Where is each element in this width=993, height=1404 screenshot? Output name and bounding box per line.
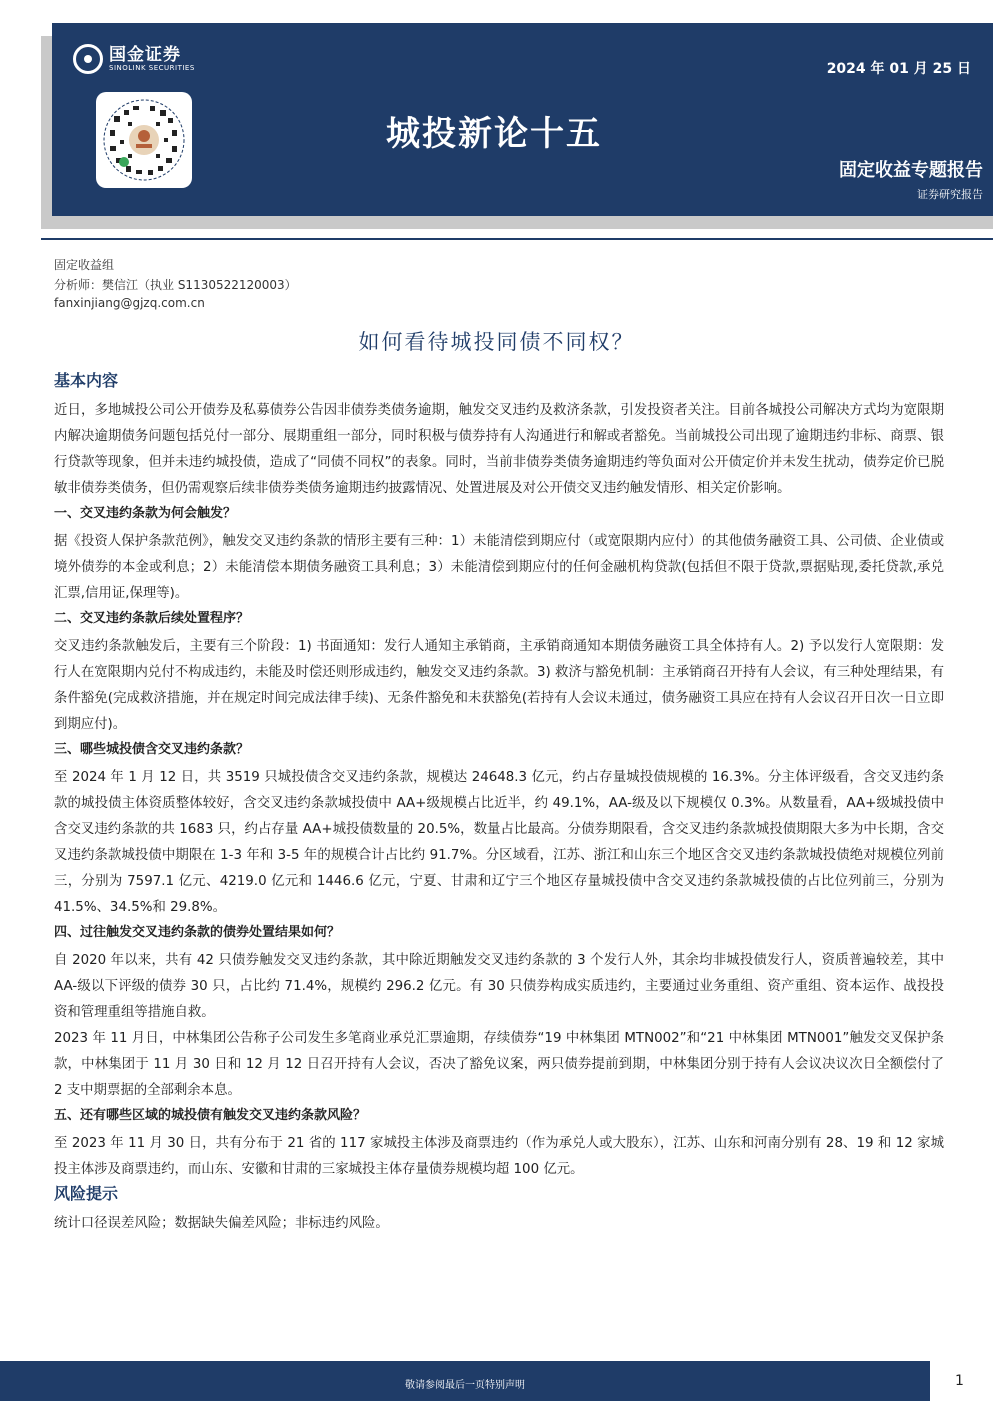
- risk-paragraph: 统计口径误差风险；数据缺失偏差风险；非标违约风险。: [54, 1216, 389, 1231]
- brand-logo: [73, 44, 195, 74]
- analyst-info: 分析师：樊信江（执业 S1130522120003）: [54, 278, 297, 292]
- report-subtitle: 如何看待城投同债不同权？: [358, 330, 635, 354]
- q3-heading: 三、哪些城投债含交叉违约条款？: [54, 742, 250, 757]
- q5-paragraph: 至 2023 年 11 月 30 日，共有分布于 21 省的 117 家城投主体涉及商票违约（作为承兑人或大股东），江苏、山东和河南分别有 28、19 和 12 家城投主体涉及商票违约，而山东、安徽和甘肃的三家城投主体存量债券规模均超 100 亿元。: [54, 1136, 944, 1177]
- logo-text: [109, 46, 195, 73]
- q4-paragraph-1: 自 2020 年以来，共有 42 只债券触发交叉违约条款，其中除近期触发交叉违约条款的 3 个发行人外，其余均非城投债发行人，资质普遍较差，其中 AA-级以下评级的债券 30 只，占比约 71.4%，规模约 296.2 亿元。有 30 只债券构成实质违约，主要通过业务重组、资产重组、资本运作、战投投资和管理重组等措施自救。: [54, 953, 944, 1020]
- q3-paragraph: 至 2024 年 1 月 12 日，共 3519 只城投债含交叉违约条款，规模达 24648.3 亿元，约占存量城投债规模的 16.3%。分主体评级看，含交叉违约条款的城投债主体资质整体较好，含交叉违约条款城投债中 AA+级规模占比近半，约 49.1%，AA-级及以下规模仅 0.3%。从数量看，AA+级城投债中含交叉违约条款的共 1683 只，约占存量 AA+城投债数量的 20.5%，数量占比最高。分债券期限看，含交叉违约条款城投债期限大多为中长期，含交叉违约条款城投债中期限在 1-3 年和 3-5 年的规模合计占比约 91.7%。分区域看，江苏、浙江和山东三个地区含交叉违约条款城投债绝对规模位列前三，分别为 7597.1 亿元、4219.0 亿元和 1446.6 亿元，宁夏、甘肃和辽宁三个地区存量城投债中含交叉违约条款城投债的占比位列前三，分别为 41.5%、34.5%和 29.8%。: [54, 770, 944, 915]
- q4-paragraph-2: 2023 年 11 月日，中林集团公告称子公司发生多笔商业承兑汇票逾期，存续债券“19 中林集团 MTN002”和“21 中林集团 MTN001”触发交叉保护条款，中林集团于 11 月 30 日和 12 月 12 日召开持有人会议，否决了豁免议案，两只债券提前到期，中林集团分别于持有人会议决议次日全额偿付了 2 支中期票据的全部剩余本息。: [54, 1031, 944, 1098]
- footer-disclaimer: 敬请参阅最后一页特别声明: [405, 1380, 525, 1391]
- logo-en: SINOLINK SECURITIES: [109, 63, 195, 72]
- report-subtype: 证券研究报告: [917, 188, 983, 201]
- intro-paragraph: 近日，多地城投公司公开债券及私募债券公告因非债券类债务逾期，触发交叉违约及救济条款，引发投资者关注。目前各城投公司解决方式均为宽限期内解决逾期债务问题包括兑付一部分、展期重组一部分，同时积极与债券持有人沟通进行和解或者豁免。当前城投公司出现了逾期违约非标、商票、银行贷款等现象，但并未违约城投债，造成了“同债不同权”的表象。同时，当前非债券类债务逾期违约等负面对公开债定价并未发生扰动，债券定价已脱敏非债券类债务，但仍需观察后续非债券类债务逾期违约披露情况、处置进展及对公开债交叉违约触发情形、相关定价影响。: [54, 403, 944, 496]
- q1-heading: 一、交叉违约条款为何会触发？: [54, 506, 237, 521]
- basic-content-heading: 基本内容: [54, 371, 119, 390]
- team-name: 固定收益组: [54, 258, 115, 272]
- qr-code-icon: [96, 92, 192, 188]
- header-rule: [41, 238, 993, 240]
- report-type: 固定收益专题报告: [839, 160, 983, 181]
- q1-paragraph: 据《投资人保护条款范例》，触发交叉违约条款的情形主要有三种：1）未能清偿到期应付（或宽限期内应付）的其他债务融资工具、公司债、企业债或境外债券的本金或利息；2）未能清偿本期债务融资工具利息；3）未能清偿到期应付的任何金融机构贷款(包括但不限于贷款,票据贴现,委托贷款,承兑汇票,信用证,保理等)。: [54, 534, 944, 601]
- q4-heading: 四、过往触发交叉违约条款的债券处置结果如何？: [54, 925, 341, 940]
- report-body: [54, 370, 944, 1237]
- analyst-email: fanxinjiang@gjzq.com.cn: [54, 296, 205, 310]
- q5-heading: 五、还有哪些区域的城投债有触发交叉违约条款风险？: [54, 1108, 367, 1123]
- risk-heading: 风险提示: [54, 1184, 119, 1203]
- logo-cn: 国金证券: [109, 44, 181, 65]
- page-number: 1: [955, 1373, 964, 1389]
- q2-heading: 二、交叉违约条款后续处置程序？: [54, 611, 250, 626]
- report-title: 城投新论十五: [386, 114, 602, 154]
- q2-paragraph: 交叉违约条款触发后，主要有三个阶段：1) 书面通知：发行人通知主承销商，主承销商通知本期债务融资工具全体持有人。2) 予以发行人宽限期：发行人在宽限期内兑付不构成违约，未能及时偿还则形成违约，触发交叉违约条款。3) 救济与豁免机制：主承销商召开持有人会议，有三种处理结果，有条件豁免(完成救济措施，并在规定时间完成法律手续)、无条件豁免和未获豁免(若持有人会议未通过，债务融资工具应在持有人会议召开日次一日立即到期应付)。: [54, 639, 944, 732]
- logo-mark-icon: [73, 44, 103, 74]
- report-date: 2024 年 01 月 25 日: [826, 61, 971, 77]
